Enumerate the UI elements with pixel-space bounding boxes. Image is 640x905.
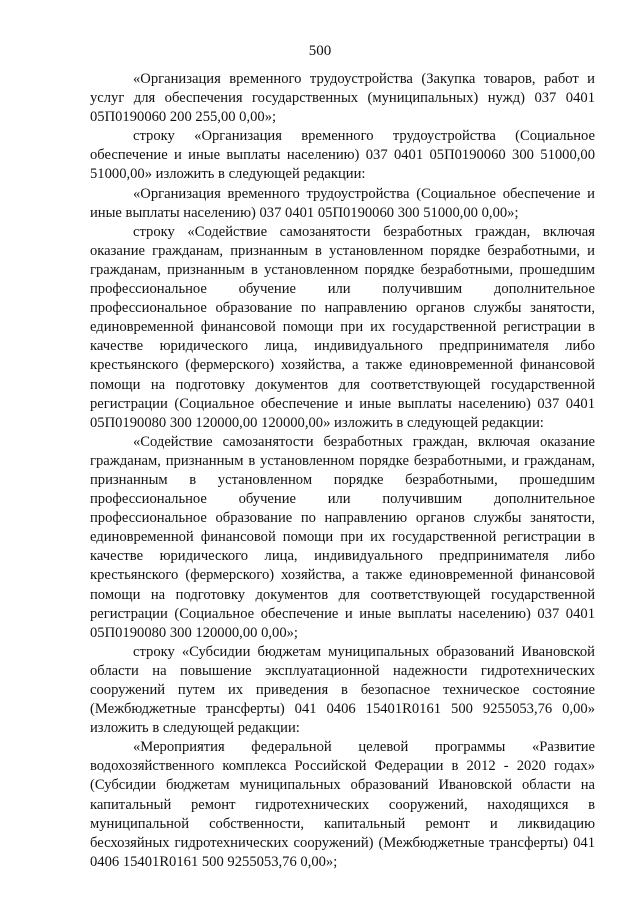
paragraph: «Содействие самозанятости безработных граждан, включая оказание гражданам, признанным в установленном порядке безработными, и гражданам, признанным в установленном порядке безработными, прошедшим профессиональное обучение или получившим дополнительное профессиональное образование по направлению органов службы занятости, единовременной финансовой помощи при их государственной регистрации в качестве юридического лица, индивидуального предпринимателя либо крестьянского (фермерского) хозяйства, а также единовременной финансовой помощи на подготовку документов для соответствующей государственной регистрации (Социальное обеспечение и иные выплаты населению) 037 0401 05П0190080 300 120000,00 0,00»;: [90, 433, 595, 641]
paragraph: «Организация временного трудоустройства (Социальное обеспечение и иные выплаты населению) 037 0401 05П0190060 300 51000,00 0,00»;: [90, 185, 595, 221]
paragraph: строку «Организация временного трудоустройства (Социальное обеспечение и иные выплаты населению) 037 0401 05П0190060 300 51000,00 51000,00» изложить в следующей редакции:: [90, 128, 595, 183]
paragraph: строку «Субсидии бюджетам муниципальных образований Ивановской области на повышение эксплуатационной надежности гидротехнических сооружений путем их приведения в безопасное техническое состояние (Межбюджетные трансферты) 041 0406 15401R0161 500 9255053,76 0,00» изложить в следующей редакции:: [90, 643, 595, 737]
paragraph: «Мероприятия федеральной целевой программы «Развитие водохозяйственного комплекса Российской Федерации в 2012 - 2020 годах» (Субсидии бюджетам муниципальных образований Ивановской области на капитальный ремонт гидротехнических сооружений, находящихся в муниципальной собственности, капитальный ремонт и ликвидацию бесхозяйных гидротехнических сооружений) (Межбюджетные трансферты) 041 0406 15401R0161 500 9255053,76 0,00»;: [90, 739, 595, 870]
document-body: [90, 70, 595, 872]
paragraph: строку «Содействие самозанятости безработных граждан, включая оказание гражданам, признанным в установленном порядке безработными, и гражданам, признанным в установленном порядке безработными, прошедшим профессиональное обучение или получившим дополнительное профессиональное образование по направлению органов службы занятости, единовременной финансовой помощи при их государственной регистрации в качестве юридического лица, индивидуального предпринимателя либо крестьянского (фермерского) хозяйства, а также единовременной финансовой помощи на подготовку документов для соответствующей государственной регистрации (Социальное обеспечение и иные выплаты населению) 037 0401 05П0190080 300 120000,00 120000,00» изложить в следующей редакции:: [90, 223, 595, 431]
page-number: 500: [308, 43, 332, 59]
paragraph: «Организация временного трудоустройства (Закупка товаров, работ и услуг для обеспечения государственных (муниципальных) нужд) 037 0401 05П0190060 200 255,00 0,00»;: [90, 71, 595, 126]
